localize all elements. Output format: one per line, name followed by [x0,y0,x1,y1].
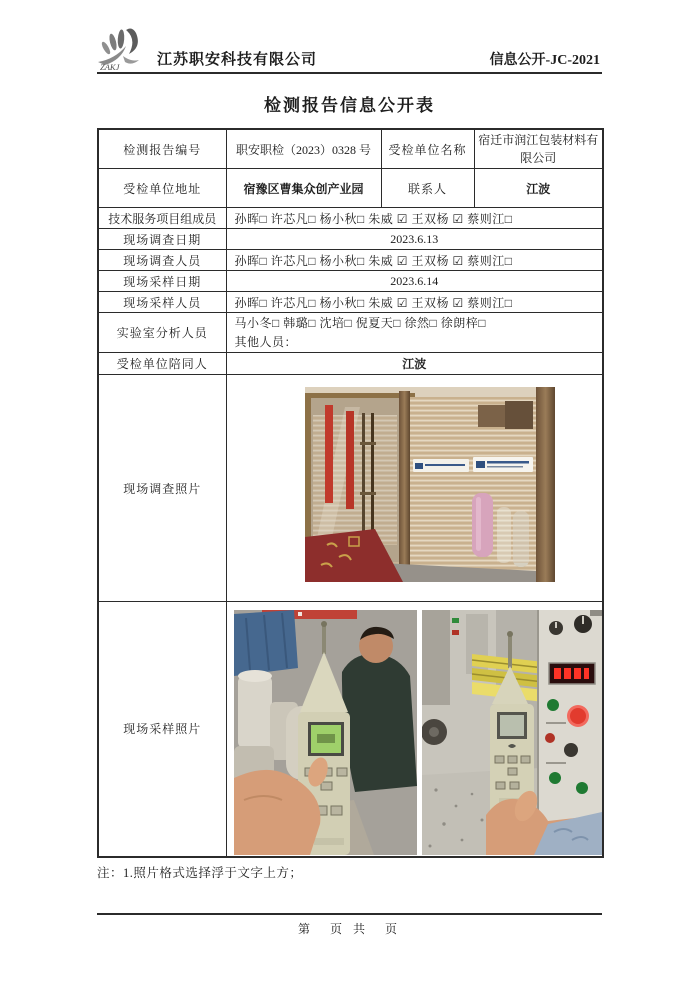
report-no-value: 职安职检（2023）0328 号 [226,129,381,169]
contact-value: 江波 [474,169,603,208]
survey-photo [305,387,555,582]
table-row [98,129,603,169]
sampling-photo-left [234,610,417,855]
report-info-table [97,128,604,858]
unit-name-value: 宿迁市润江包装材料有限公司 [474,129,603,169]
survey-date-value: 2023.6.13 [226,229,603,250]
survey-photo-label: 现场调查照片 [98,375,226,602]
page-footer [97,913,602,937]
logo-text: ZAKJ [100,62,120,72]
table-row [98,375,603,602]
lab-analysts-value [226,313,603,353]
footnote: 注：1.照片格式选择浮于文字上方； [97,865,303,880]
sampling-date-label: 现场采样日期 [98,271,226,292]
unit-addr-label: 受检单位地址 [98,169,226,208]
lab-analysts-label: 实验室分析人员 [98,313,226,353]
lab-analysts-line2: 其他人员： [234,334,298,349]
table-row [98,271,603,292]
escort-value: 江波 [226,353,603,375]
table-row [98,250,603,271]
unit-addr-value: 宿豫区曹集众创产业园 [226,169,381,208]
unit-name-label: 受检单位名称 [381,129,474,169]
team-members-label: 技术服务项目组成员 [98,208,226,229]
sampling-photo-right [422,610,602,855]
table-row [98,292,603,313]
company-logo-icon [93,26,155,77]
survey-photo-cell [226,375,603,602]
table-row [98,208,603,229]
page-title: 检测报告信息公开表 [264,96,435,115]
page-number-text: 第 页 共 页 [297,922,401,936]
survey-date-label: 现场调查日期 [98,229,226,250]
document-code: 信息公开-JC-2021 [489,53,600,68]
sampling-photo-cell [226,602,603,857]
company-name: 江苏职安科技有限公司 [157,52,318,68]
sampling-staff-label: 现场采样人员 [98,292,226,313]
contact-label: 联系人 [381,169,474,208]
table-row [98,353,603,375]
escort-label: 受检单位陪同人 [98,353,226,375]
survey-staff-value: 孙晖□ 许芯凡□ 杨小秋□ 朱威 ☑ 王双杨 ☑ 蔡则江□ [226,250,603,271]
table-row [98,169,603,208]
lab-analysts-line1: 马小冬□ 韩璐□ 沈培□ 倪夏天□ 徐然□ 徐朗梓□ [234,316,486,330]
report-no-label: 检测报告编号 [98,129,226,169]
sampling-staff-value: 孙晖□ 许芯凡□ 杨小秋□ 朱威 ☑ 王双杨 ☑ 蔡则江□ [226,292,603,313]
team-members-value: 孙晖□ 许芯凡□ 杨小秋□ 朱威 ☑ 王双杨 ☑ 蔡则江□ [226,208,603,229]
page-header [97,0,602,74]
table-row [98,602,603,857]
sampling-photo-label: 现场采样照片 [98,602,226,857]
survey-staff-label: 现场调查人员 [98,250,226,271]
table-row [98,313,603,353]
sampling-date-value: 2023.6.14 [226,271,603,292]
table-row [98,229,603,250]
